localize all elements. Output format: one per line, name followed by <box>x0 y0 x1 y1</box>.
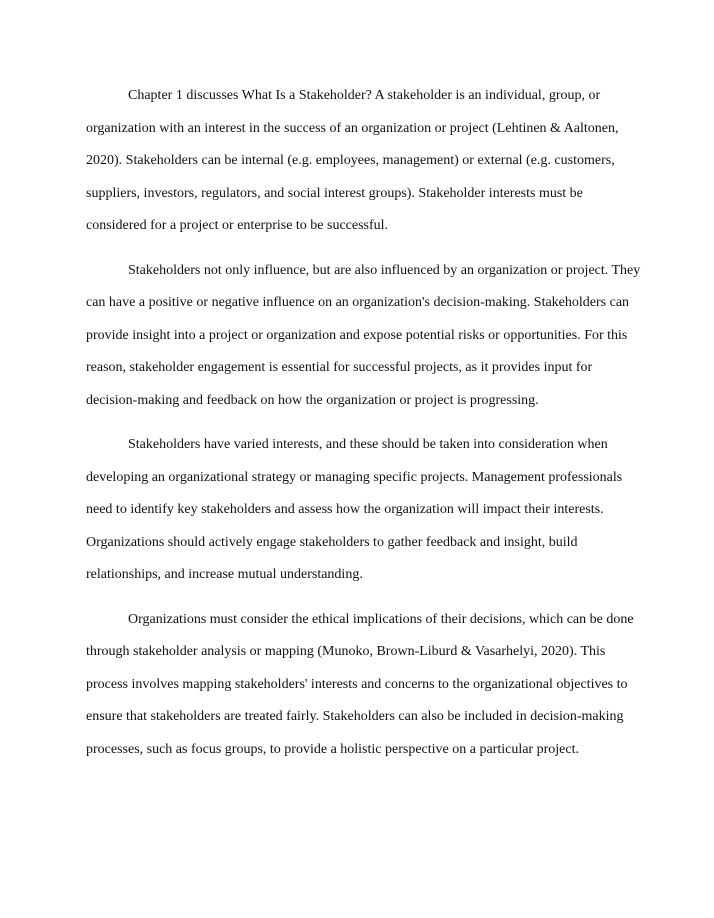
paragraph-stakeholder-interests: Stakeholders have varied interests, and these should be taken into consideration when developing an organizational strategy or managing specific projects. Management professionals need to identify key stakeholders and assess how the organization will impact their interests. Organizations should actively engage stakeholders to gather feedback and insight, build relationships, and increase mutual understanding. <box>86 437 623 582</box>
document-body <box>86 80 642 778</box>
paragraph-stakeholder-influence: Stakeholders not only influence, but are also influenced by an organization or project. They can have a positive or negative influence on an organization's decision-making. Stakeholders can provide insight into a project or organization and expose potential risks or opportunities. For this reason, stakeholder engagement is essential for successful projects, as it provides input for decision-making and feedback on how the organization or project is progressing. <box>86 262 641 408</box>
paragraph-ethical-implications: Organizations must consider the ethical implications of their decisions, which can be done through stakeholder analysis or mapping (Munoko, Brown-Liburd & Vasarhelyi, 2020). This process involves mapping stakeholders' interests and concerns to the organizational objectives to ensure that stakeholders are treated fairly. Stakeholders can also be included in decision-making processes, such as focus groups, to provide a holistic perspective on a particular project. <box>86 611 634 757</box>
paragraph-stakeholder-definition: Chapter 1 discusses What Is a Stakeholder? A stakeholder is an individual, group, or organization with an interest in the success of an organization or project (Lehtinen & Aaltonen, 2020). Stakeholders can be internal (e.g. employees, management) or external (e.g. customers, suppliers, investors, regulators, and social interest groups). Stakeholder interests must be considered for a project or enterprise to be successful. <box>86 88 619 233</box>
